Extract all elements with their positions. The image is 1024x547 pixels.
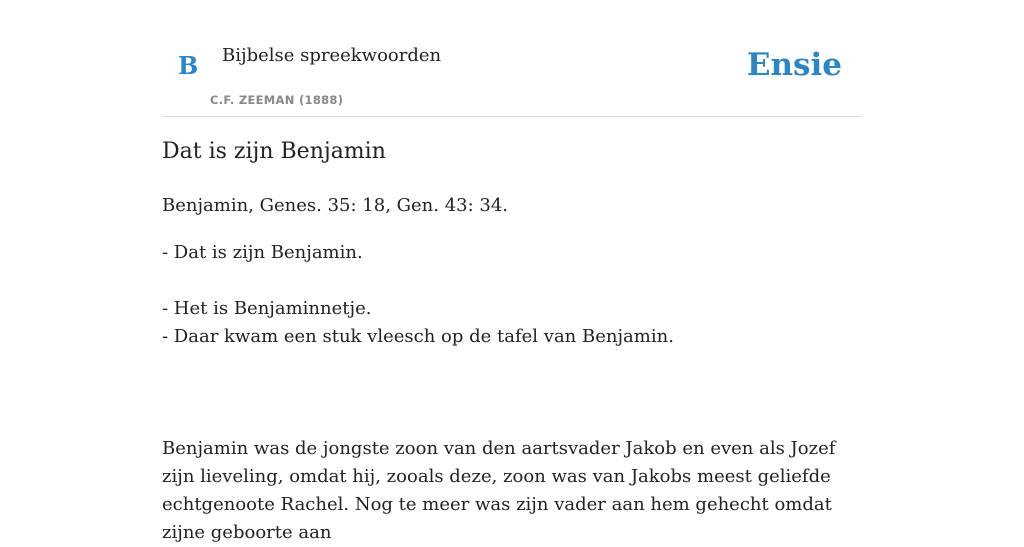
saying-line: - Het is Benjaminnetje. [162, 298, 372, 319]
saying-line: - Daar kwam een stuk vleesch op de tafel van Benjamin. [162, 326, 674, 347]
book-logo[interactable]: B [178, 51, 199, 80]
header [162, 0, 862, 117]
reference-line: Benjamin, Genes. 35: 18, Gen. 43: 34. [162, 195, 509, 216]
book-title[interactable]: Bijbelse spreekwoorden [222, 45, 442, 66]
entry-title: Dat is zijn Benjamin [162, 139, 386, 164]
page [162, 0, 862, 543]
site-logo[interactable]: Ensie [746, 47, 842, 83]
saying-line: - Dat is zijn Benjamin. [162, 242, 363, 263]
body-paragraph: Benjamin was de jongste zoon van den aartsvader Jakob en even als Jozef zijn lieveling, omdat hij, zooals deze, zoon was van Jakobs meest geliefde echtgenoote Rachel. Nog te meer was zijn vader aan hem gehecht omdat zijne geboorte aan [162, 438, 836, 543]
book-author: C.F. ZEEMAN (1888) [210, 93, 344, 107]
